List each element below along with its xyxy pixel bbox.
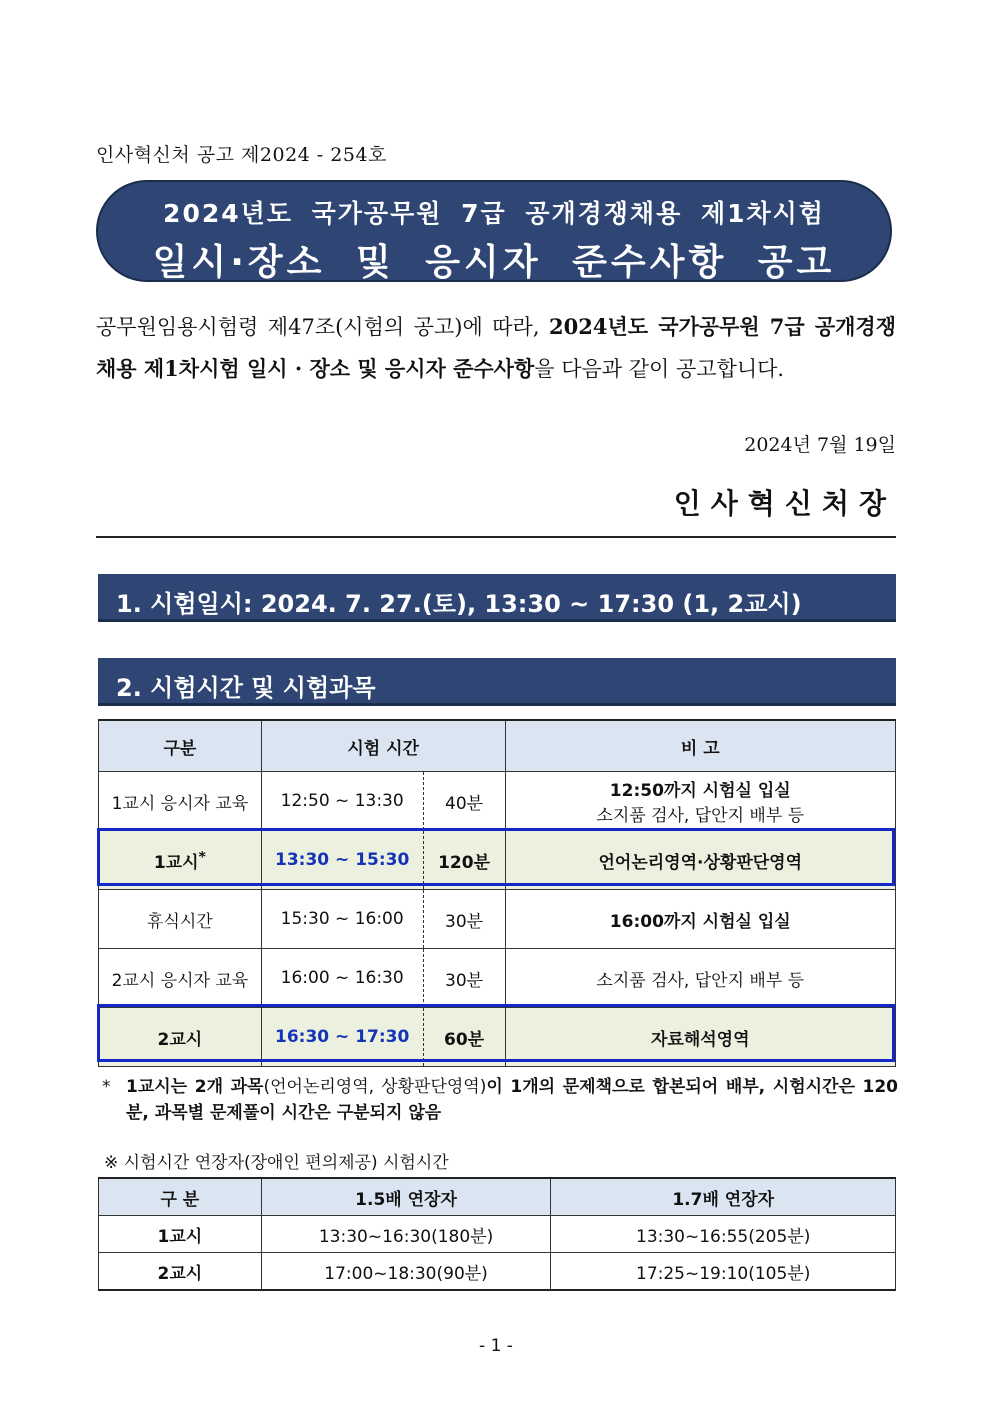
- ext-header-17x: 1.7배 연장자: [551, 1178, 896, 1216]
- title-banner: [96, 180, 892, 282]
- intro-part1: 공무원임용시험령 제47조(시험의 공고)에 따라,: [96, 315, 550, 339]
- col-header-time: 시험 시간: [261, 720, 505, 772]
- footnote-text: 1교시는 2개 과목(언어논리영역, 상황판단영역)이 1개의 문제책으로 합본되어 배부, 시험시간은 120분, 과목별 문제풀이 시간은 구분되지 않음: [126, 1077, 899, 1123]
- intro-part2: 을 다음과 같이 공고합니다.: [534, 357, 785, 381]
- row-label: 2교시 응시자 교육: [99, 949, 262, 1008]
- table-row: [99, 949, 896, 1008]
- row-note: 소지품 검사, 답안지 배부 등: [505, 949, 895, 1008]
- row-label: 1교시 응시자 교육: [99, 772, 262, 831]
- schedule-table: [98, 719, 896, 1067]
- row-minutes: 60분: [423, 1008, 505, 1067]
- row-note: 자료해석영역: [505, 1008, 895, 1067]
- intro-paragraph: [96, 306, 896, 390]
- title-line2: 일시·장소 및 응시자 준수사항 공고: [152, 242, 836, 283]
- extension-note: ※ 시험시간 연장자(장애인 편의제공) 시험시간: [104, 1153, 449, 1173]
- row-label: 2교시: [99, 1008, 262, 1067]
- table-row: [99, 1216, 896, 1253]
- intro-bold: 2024년도 국가공무원 7급 공개경쟁채용 제1차시험 일시 · 장소 및 응시자 준수사항: [96, 314, 896, 381]
- divider: [96, 536, 896, 538]
- extension-header-row: [99, 1178, 896, 1216]
- footnote: [102, 1074, 898, 1126]
- issuer: 인사혁신처장: [673, 487, 896, 520]
- row-minutes: 30분: [423, 949, 505, 1008]
- table-row-highlight: [99, 1008, 896, 1067]
- notice-number: 인사혁신처 공고 제2024 - 254호: [96, 144, 387, 166]
- ext-header-category: 구 분: [99, 1178, 262, 1216]
- section2-title: 2. 시험시간 및 시험과목: [98, 658, 896, 706]
- row-note: 16:00까지 시험실 입실: [505, 890, 895, 949]
- ext-row-15x: 17:00~18:30(90분): [261, 1253, 551, 1291]
- row-time: 13:30 ~ 15:30: [261, 831, 423, 890]
- table-row-highlight: [99, 831, 896, 890]
- row-time: 15:30 ~ 16:00: [261, 890, 423, 949]
- ext-row-label: 2교시: [99, 1253, 262, 1291]
- table-row: [99, 1253, 896, 1291]
- row-time: 16:00 ~ 16:30: [261, 949, 423, 1008]
- extension-table: [98, 1177, 896, 1291]
- row-note-text: 소지품 검사, 답안지 배부 등: [596, 806, 805, 826]
- title-line1: 2024년도 국가공무원 7급 공개경쟁채용 제1차시험: [163, 199, 825, 228]
- row-label: 1교시*: [99, 831, 262, 890]
- schedule-header-row: [99, 720, 896, 772]
- announcement-date: 2024년 7월 19일: [744, 434, 896, 456]
- page-number: - 1 -: [479, 1336, 513, 1356]
- table-row: [99, 772, 896, 831]
- col-header-note: 비 고: [505, 720, 895, 772]
- row-minutes: 120분: [423, 831, 505, 890]
- row-note: [505, 772, 895, 831]
- row-minutes: 40분: [423, 772, 505, 831]
- table-row: [99, 890, 896, 949]
- col-header-category: 구분: [99, 720, 262, 772]
- ext-row-17x: 13:30~16:55(205분): [551, 1216, 896, 1253]
- row-note-bold: 12:50까지 시험실 입실: [609, 781, 791, 801]
- ext-header-15x: 1.5배 연장자: [261, 1178, 551, 1216]
- section1-title: 1. 시험일시: 2024. 7. 27.(토), 13:30 ~ 17:30 (1, 2교시): [98, 574, 896, 622]
- row-time: 16:30 ~ 17:30: [261, 1008, 423, 1067]
- ext-row-15x: 13:30~16:30(180분): [261, 1216, 551, 1253]
- row-label-sup: *: [198, 848, 206, 865]
- ext-row-17x: 17:25~19:10(105분): [551, 1253, 896, 1291]
- row-minutes: 30분: [423, 890, 505, 949]
- row-note: 언어논리영역·상황판단영역: [505, 831, 895, 890]
- footnote-star: *: [102, 1077, 111, 1097]
- row-time: 12:50 ~ 13:30: [261, 772, 423, 831]
- row-label: 휴식시간: [99, 890, 262, 949]
- ext-row-label: 1교시: [99, 1216, 262, 1253]
